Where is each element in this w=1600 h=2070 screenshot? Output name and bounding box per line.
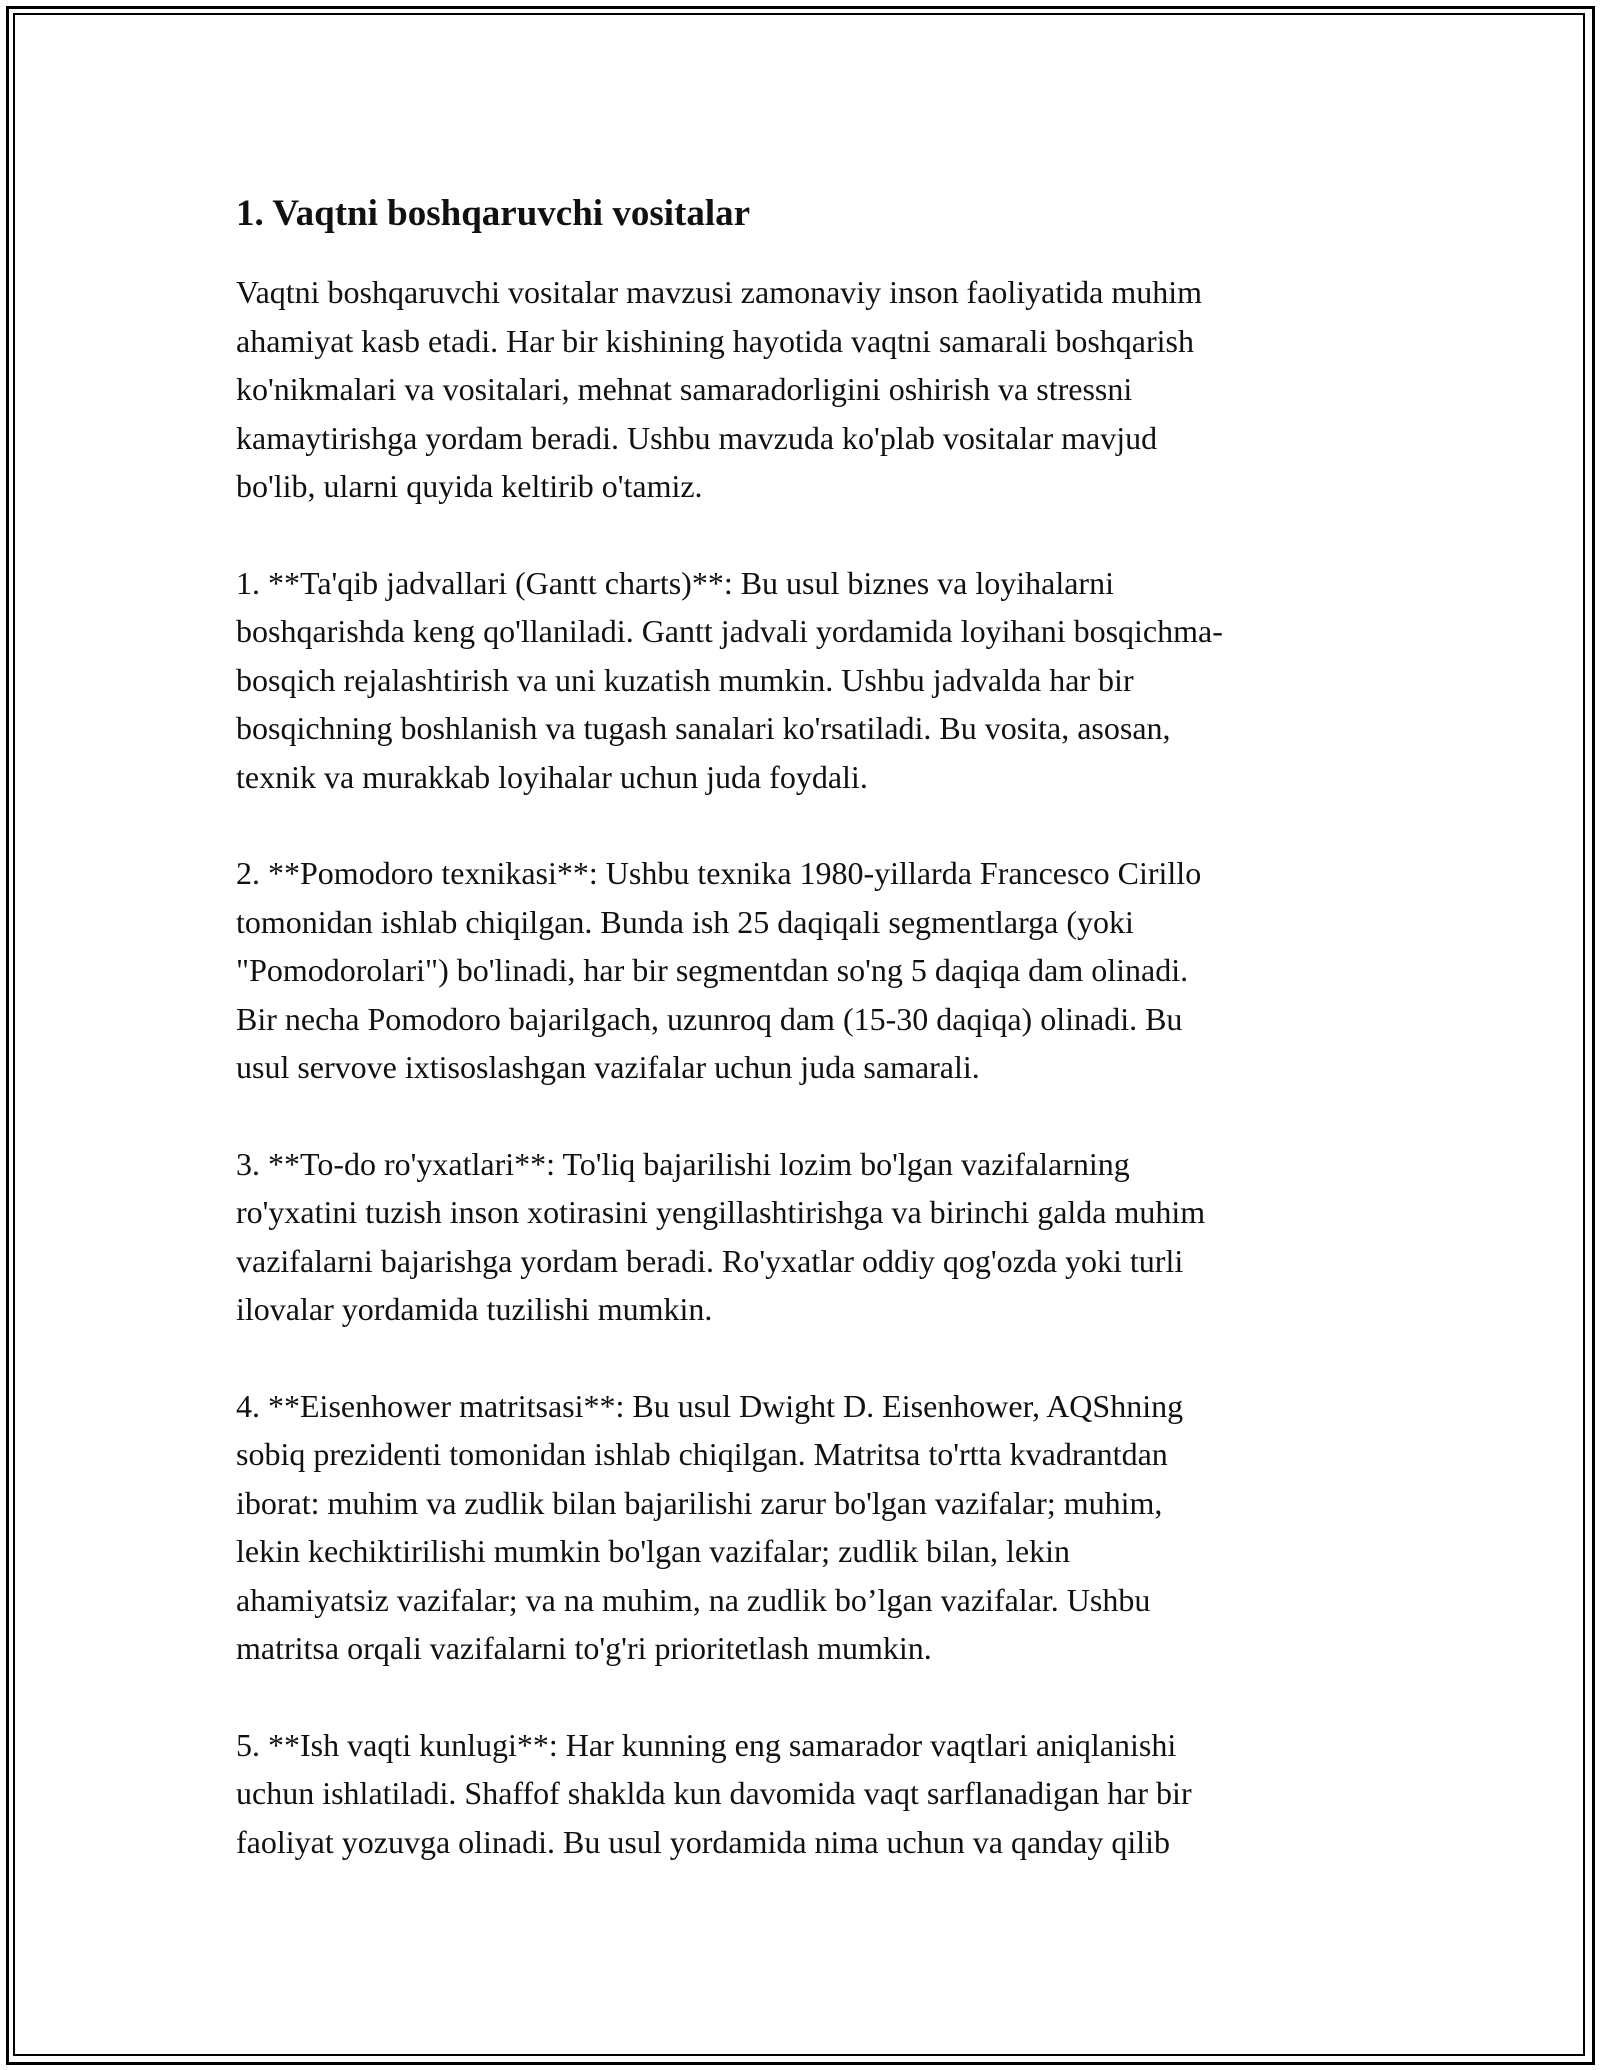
document-body	[236, 186, 1376, 1914]
paragraph-work-time-log: 5. **Ish vaqti kunlugi**: Har kunning eng samarador vaqtlari aniqlanishi uchun ishlatiladi. Shaffof shaklda kun davomida vaqt sarflanadigan har bir faoliyat yozuvga olinadi. Bu usul yordamida nima uchun va qanday qilib	[236, 1726, 1192, 1860]
intro-paragraph: Vaqtni boshqaruvchi vositalar mavzusi zamonaviy inson faoliyatida muhim ahamiyat kasb etadi. Har bir kishining hayotida vaqtni samarali boshqarish ko'nikmalari va vositalari, mehnat samaradorligini oshirish va stressni kamaytirishga yordam beradi. Ushbu mavzuda ko'plab vositalar mavjud bo'lib, ularni quyida keltirib o'tamiz.	[236, 274, 1203, 504]
paragraph-gantt-charts: 1. **Ta'qib jadvallari (Gantt charts)**: Bu usul biznes va loyihalarni boshqarishda keng qo'llaniladi. Gantt jadvali yordamida loyihani bosqichma- bosqich rejalashtirish va uni kuzatish mumkin. Ushbu jadvalda har bir bosqichning boshlanish va tugash sanalari ko'rsatiladi. Bu vosita, asosan, texnik va murakkab loyihalar uchun juda foydali.	[236, 564, 1223, 795]
paragraph-eisenhower-matrix: 4. **Eisenhower matritsasi**: Bu usul Dwight D. Eisenhower, AQShning sobiq prezidenti tomonidan ishlab chiqilgan. Matritsa to'rtta kvadrantdan iborat: muhim va zudlik bilan bajarilishi zarur bo'lgan vazifalar; muhim, lekin kechiktirilishi mumkin bo'lgan vazifalar; zudlik bilan, lekin ahamiyatsiz vazifalar; va na muhim, na zudlik bo’lgan vazifalar. Ushbu matritsa orqali vazifalarni to'g'ri prioritetlash mumkin.	[236, 1387, 1184, 1666]
section-title: 1. Vaqtni boshqaruvchi vositalar	[236, 193, 751, 234]
paragraph-todo-lists: 3. **To-do ro'yxatlari**: To'liq bajarilishi lozim bo'lgan vazifalarning ro'yxatini tuzish inson xotirasini yengillashtirishga va birinchi galda muhim vazifalarni bajarishga yordam beradi. Ro'yxatlar oddiy qog'ozda yoki turli ilovalar yordamida tuzilishi mumkin.	[236, 1145, 1206, 1327]
paragraph-pomodoro: 2. **Pomodoro texnikasi**: Ushbu texnika 1980-yillarda Francesco Cirillo tomonidan ishlab chiqilgan. Bunda ish 25 daqiqali segmentlarga (yoki "Pomodorolari") bo'linadi, har bir segmentdan so'ng 5 daqiqa dam olinadi. Bir necha Pomodoro bajarilgach, uzunroq dam (15-30 daqiqa) olinadi. Bu usul servove ixtisoslashgan vazifalar uchun juda samarali.	[236, 855, 1202, 1085]
